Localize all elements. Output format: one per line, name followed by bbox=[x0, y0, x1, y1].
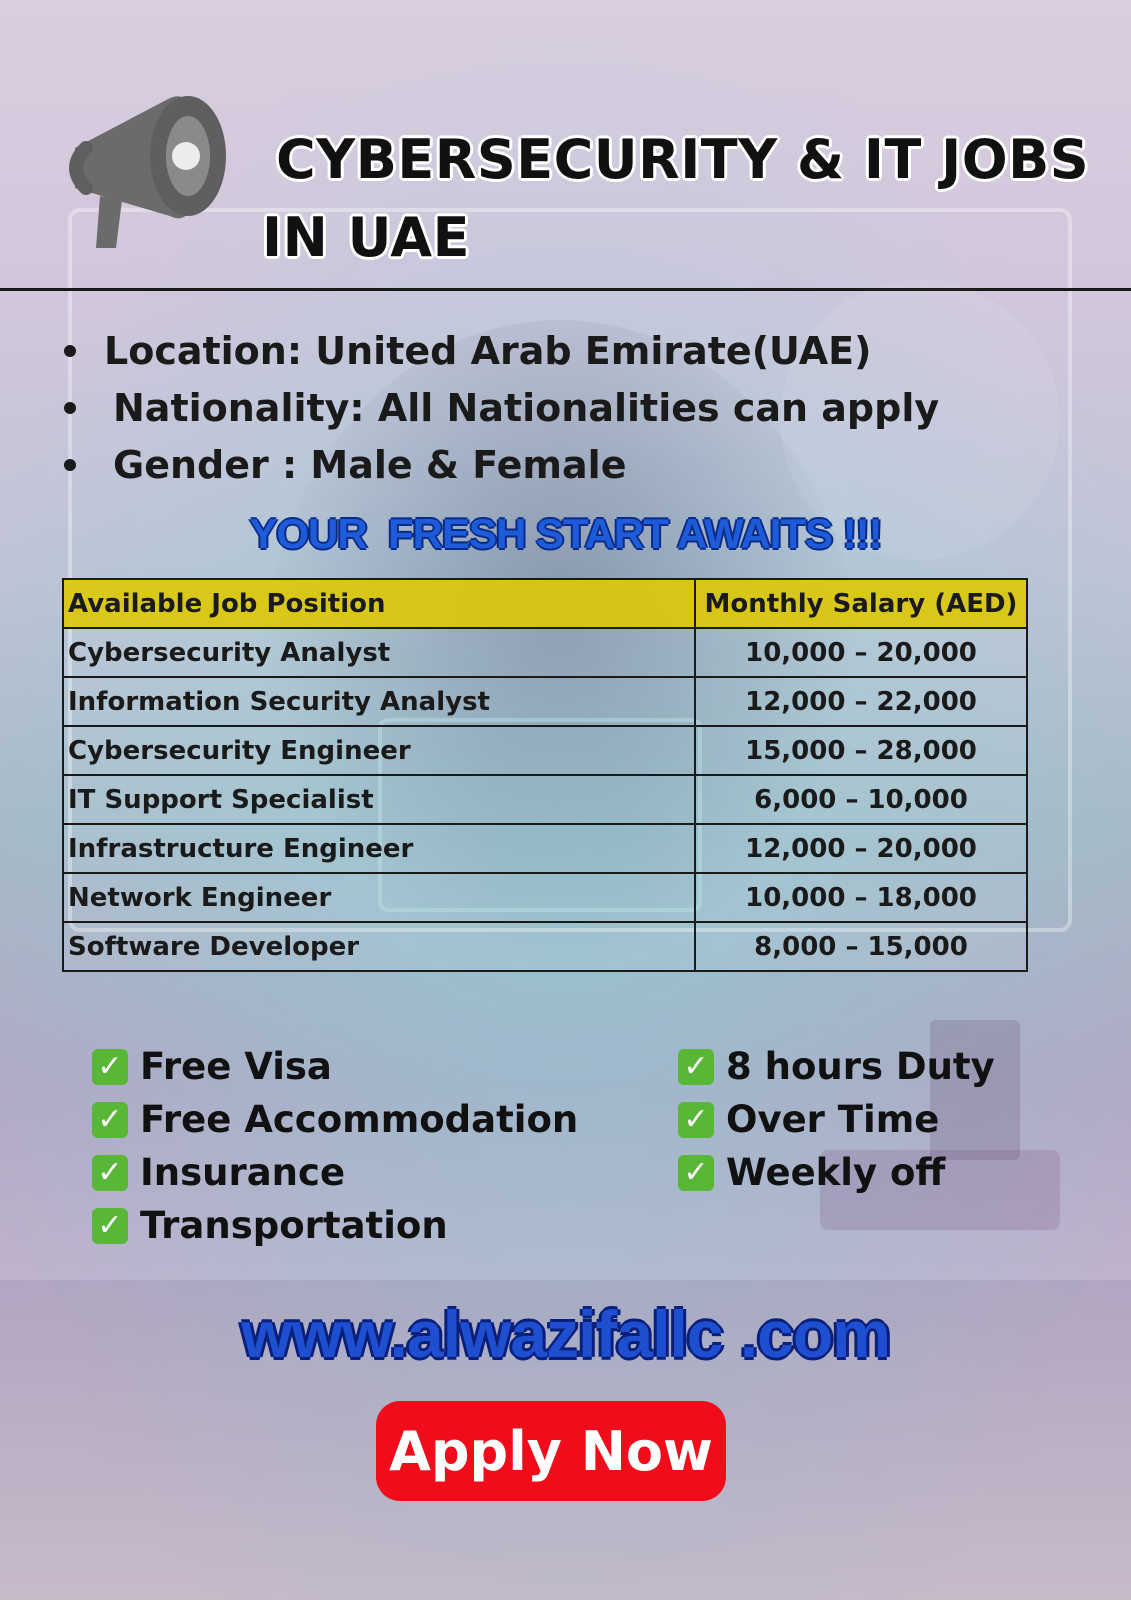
bullet-icon bbox=[64, 345, 76, 357]
benefit-item: ✓ 8 hours Duty bbox=[678, 1040, 995, 1093]
bullet-icon bbox=[64, 459, 76, 471]
salary-cell: 12,000 – 20,000 bbox=[695, 824, 1027, 873]
check-icon: ✓ bbox=[678, 1102, 714, 1138]
benefit-item: ✓ Over Time bbox=[678, 1093, 995, 1146]
table-row bbox=[63, 628, 1027, 677]
check-icon: ✓ bbox=[92, 1155, 128, 1191]
header-divider bbox=[0, 288, 1131, 291]
salary-cell: 8,000 – 15,000 bbox=[695, 922, 1027, 971]
table-row bbox=[63, 922, 1027, 971]
jobs-table bbox=[62, 578, 1028, 972]
table-row bbox=[63, 726, 1027, 775]
bullet-icon bbox=[64, 402, 76, 414]
check-icon: ✓ bbox=[92, 1208, 128, 1244]
job-title-cell: IT Support Specialist bbox=[63, 775, 695, 824]
job-details-list bbox=[64, 322, 939, 493]
job-title-cell: Infrastructure Engineer bbox=[63, 824, 695, 873]
table-row bbox=[63, 873, 1027, 922]
table-row bbox=[63, 775, 1027, 824]
detail-nationality: Nationality: All Nationalities can apply bbox=[64, 379, 939, 436]
benefits-list-left bbox=[92, 1040, 578, 1252]
job-title-cell: Cybersecurity Engineer bbox=[63, 726, 695, 775]
salary-cell: 12,000 – 22,000 bbox=[695, 677, 1027, 726]
benefit-item: ✓ Weekly off bbox=[678, 1146, 995, 1199]
detail-gender: Gender : Male & Female bbox=[64, 436, 939, 493]
page-title-line-2: IN UAE bbox=[262, 206, 470, 269]
benefit-item: ✓ Transportation bbox=[92, 1199, 578, 1252]
benefit-item: ✓ Free Accommodation bbox=[92, 1093, 578, 1146]
column-header-position: Available Job Position bbox=[63, 579, 695, 628]
salary-cell: 15,000 – 28,000 bbox=[695, 726, 1027, 775]
job-title-cell: Information Security Analyst bbox=[63, 677, 695, 726]
benefit-item: ✓ Free Visa bbox=[92, 1040, 578, 1093]
job-title-cell: Cybersecurity Analyst bbox=[63, 628, 695, 677]
check-icon: ✓ bbox=[678, 1049, 714, 1085]
page-title-line-1: CYBERSECURITY & IT JOBS bbox=[276, 128, 1090, 191]
check-icon: ✓ bbox=[678, 1155, 714, 1191]
benefits-list-right bbox=[678, 1040, 995, 1199]
salary-cell: 6,000 – 10,000 bbox=[695, 775, 1027, 824]
job-title-cell: Network Engineer bbox=[63, 873, 695, 922]
megaphone-icon bbox=[60, 88, 235, 258]
benefit-item: ✓ Insurance bbox=[92, 1146, 578, 1199]
table-row bbox=[63, 824, 1027, 873]
column-header-salary: Monthly Salary (AED) bbox=[695, 579, 1027, 628]
table-row bbox=[63, 677, 1027, 726]
salary-cell: 10,000 – 20,000 bbox=[695, 628, 1027, 677]
table-header-row bbox=[63, 579, 1027, 628]
check-icon: ✓ bbox=[92, 1049, 128, 1085]
website-url[interactable]: www.alwazifallc .com bbox=[241, 1297, 890, 1371]
apply-now-button[interactable]: Apply Now bbox=[376, 1401, 726, 1501]
tagline: YOUR FRESH START AWAITS !!! bbox=[249, 510, 882, 557]
job-title-cell: Software Developer bbox=[63, 922, 695, 971]
check-icon: ✓ bbox=[92, 1102, 128, 1138]
salary-cell: 10,000 – 18,000 bbox=[695, 873, 1027, 922]
detail-location: Location: United Arab Emirate(UAE) bbox=[64, 322, 939, 379]
